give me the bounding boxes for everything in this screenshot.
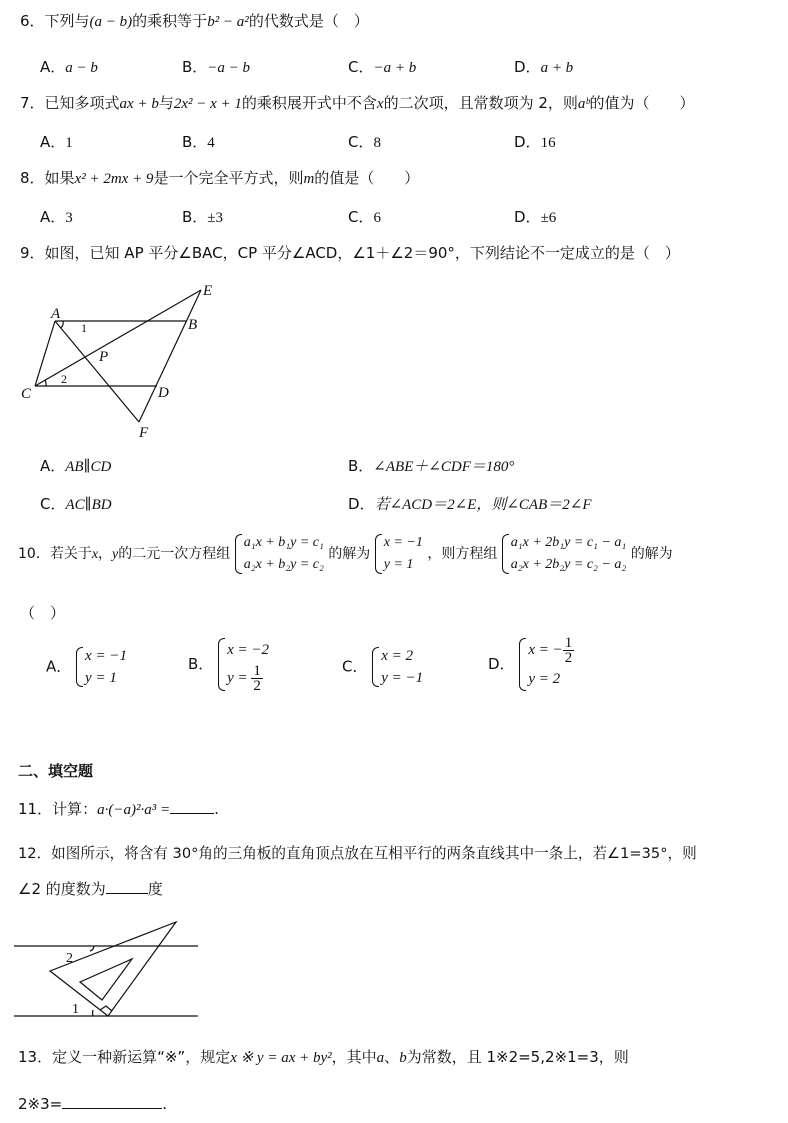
q10-option-c[interactable] [342, 645, 423, 689]
q9-figure [15, 278, 245, 443]
system-line: x = 2 [381, 648, 414, 664]
system-line: x = − [528, 642, 563, 658]
system-line: x = −1 [383, 535, 423, 550]
q8-option-a[interactable] [40, 206, 73, 227]
q10-var-x: x [91, 547, 99, 562]
system-line: y = 1 [383, 557, 414, 572]
section-title: 二、填空题 [18, 762, 94, 780]
q13-stem-text: 为常数，且 1※2=5,2※1=3，则 [406, 1048, 629, 1066]
system-line: y = [227, 670, 252, 686]
angle-2-arc [45, 380, 46, 386]
option-label: D． [514, 208, 541, 226]
q7-option-a[interactable] [40, 131, 73, 152]
label-p: P [99, 349, 109, 365]
option-label: C． [348, 58, 374, 76]
option-text: 4 [207, 135, 215, 151]
option-text: ±6 [540, 210, 557, 226]
fraction-denominator: 2 [253, 678, 261, 695]
option-label: C． [348, 133, 374, 151]
segment-ce [35, 290, 201, 386]
system-line: x = −1 [85, 648, 127, 664]
q9-option-a[interactable] [40, 455, 111, 476]
q11-answer-blank[interactable] [170, 799, 214, 814]
q7-option-b[interactable] [182, 131, 215, 152]
fraction-numerator: 1 [253, 663, 261, 680]
fraction [251, 664, 263, 693]
label-e: E [203, 283, 213, 299]
q7-stem-text: 的二次项，且常数项为 2，则 [383, 94, 578, 112]
option-text: 16 [540, 135, 556, 151]
option-label: A． [40, 208, 66, 226]
q10-system-2 [502, 532, 626, 576]
option-label: A． [40, 58, 66, 76]
option-text: a + b [540, 60, 574, 76]
q7-stem-text: 的值为（ ） [589, 94, 695, 112]
label-angle-2: 2 [66, 951, 73, 966]
q11-stem [18, 798, 219, 819]
option-text: AB∥CD [65, 459, 112, 475]
option-label: B． [182, 58, 208, 76]
q10-stem-text: ，则方程组 [427, 546, 498, 562]
q13-stem-text: 13．定义一种新运算“※”，规定 [18, 1048, 231, 1066]
q10-option-a[interactable] [46, 645, 127, 689]
q12-stem-text: ∠2 的度数为 [18, 880, 106, 898]
q6-option-c[interactable] [348, 56, 416, 77]
option-text: 3 [65, 210, 73, 226]
q7-expr2: 2x² − x + 1 [173, 96, 242, 112]
option-label: D． [488, 655, 515, 674]
q6-expr2: b² − a² [207, 14, 249, 30]
q13-var-b: b [399, 1050, 407, 1066]
option-label: B． [182, 208, 208, 226]
q7-stem [20, 92, 694, 113]
q6-stem-text: 6．下列与 [20, 12, 90, 30]
q12-line-2 [18, 878, 163, 899]
system-line: a₂x + 2b₂y = c₂ − a₂ [510, 557, 627, 572]
q12-answer-blank[interactable] [106, 879, 148, 894]
q7-option-c[interactable] [348, 131, 381, 152]
option-label: A． [40, 457, 66, 475]
fraction-denominator: 2 [564, 650, 573, 667]
segment-ef [139, 290, 201, 422]
q7-stem-text: 7．已知多项式 [20, 94, 120, 112]
q10-stem-text: ， [98, 546, 113, 562]
option-label: A． [46, 657, 72, 676]
label-angle-2: 2 [61, 372, 67, 386]
q8-stem-text: 是一个完全平方式，则 [153, 169, 304, 187]
q10-stem-text: 的解为 [328, 546, 371, 562]
q11-expr: a·(−a)²·a³ = [97, 802, 171, 818]
q7-stem-text: 的乘积展开式中不含 [241, 94, 377, 112]
system-line: y = −1 [381, 670, 424, 686]
label-b: B [188, 317, 198, 333]
q13-line-2 [18, 1094, 167, 1113]
q10-option-d[interactable] [488, 636, 574, 693]
option-system [76, 645, 127, 689]
option-text: −a + b [373, 60, 417, 76]
q9-option-b[interactable] [348, 455, 514, 476]
q12-line-1: 12．如图所示，将含有 30°角的三角板的直角顶点放在互相平行的两条直线其中一条上，若∠1=35°，则 [18, 845, 697, 862]
option-text: ±3 [207, 210, 224, 226]
option-label: C． [40, 495, 66, 513]
option-label: B． [188, 655, 214, 674]
system-line: a₁x + b₁y = c₁ [243, 535, 324, 550]
option-text: 若∠ACD＝2∠E，则∠CAB＝2∠F [374, 497, 592, 513]
option-text: a − b [65, 60, 98, 76]
option-text: 6 [373, 210, 381, 226]
q13-var-a: a [376, 1050, 385, 1066]
q10-stem-text: 的解为 [630, 546, 673, 562]
q7-stem-text: 与 [158, 94, 174, 112]
q11-stem-text: . [214, 800, 219, 818]
q13-stem-text: 2※3= [18, 1095, 63, 1113]
q9-stem: 9．如图，已知 AP 平分∠BAC，CP 平分∠ACD，∠1＋∠2＝90°，下列结论不一定成立的是（ ） [20, 244, 680, 262]
q7-expr: ax + b [119, 96, 159, 112]
q9-option-d[interactable] [348, 493, 592, 514]
q6-option-a[interactable] [40, 56, 98, 77]
q12-figure [10, 912, 210, 1022]
q8-stem-text: 的值是（ ） [314, 169, 420, 187]
label-d: D [158, 385, 169, 401]
q6-stem-text: 的代数式是（ ） [248, 12, 369, 30]
q8-option-b[interactable] [182, 206, 223, 227]
q10-stem-text: 的二元一次方程组 [118, 546, 231, 562]
segment-af [55, 321, 139, 422]
q13-stem-text: 、 [384, 1048, 400, 1066]
q10-var-y: y [112, 547, 119, 562]
system-line: a₂x + b₂y = c₂ [243, 557, 324, 572]
option-label: D． [514, 133, 541, 151]
q6-option-b[interactable] [182, 56, 250, 77]
option-label: C． [342, 657, 368, 676]
option-label: B． [182, 133, 208, 151]
option-label: D． [348, 495, 375, 513]
option-text: ∠ABE＋∠CDF＝180° [373, 459, 515, 475]
q8-option-c[interactable] [348, 206, 381, 227]
q6-option-d[interactable] [514, 56, 573, 77]
q13-answer-blank[interactable] [62, 1094, 162, 1109]
system-line: y = 2 [528, 671, 561, 688]
label-angle-1: 1 [81, 321, 87, 335]
fraction [563, 636, 575, 665]
q7-option-d[interactable] [514, 131, 556, 152]
angle-1-arc [61, 321, 63, 328]
option-text: AC∥BD [65, 497, 112, 513]
option-text: 1 [65, 135, 73, 151]
label-c: C [21, 386, 32, 402]
q12-stem-text: 度 [147, 880, 163, 898]
option-label: B． [348, 457, 374, 475]
option-label: D． [514, 58, 541, 76]
option-label: A． [40, 133, 66, 151]
q9-option-c[interactable] [40, 493, 112, 514]
q10-paren: （ ） [20, 604, 66, 622]
q13-line-1 [18, 1046, 629, 1067]
label-a: A [51, 306, 61, 322]
label-f: F [139, 425, 149, 441]
q8-stem-text: 8．如果 [20, 169, 75, 187]
q6-stem-text: 的乘积等于 [132, 12, 208, 30]
q13-stem-text: . [162, 1095, 168, 1113]
q10-stem [18, 532, 673, 576]
q8-stem [20, 167, 419, 188]
option-label: C． [348, 208, 374, 226]
q13-stem-text: ，其中 [331, 1048, 377, 1066]
label-angle-1: 1 [72, 1002, 79, 1017]
q11-stem-text: 11．计算： [18, 800, 98, 818]
q8-option-d[interactable] [514, 206, 556, 227]
q10-system-1 [235, 532, 324, 576]
q10-option-b[interactable] [188, 636, 269, 693]
q10-stem-text: 10．若关于 [18, 546, 92, 562]
system-line: a₁x + 2b₁y = c₁ − a₁ [510, 535, 627, 550]
system-line: x = −2 [227, 642, 269, 658]
triangle-ruler-outer [50, 922, 176, 1016]
fraction-numerator: 1 [564, 635, 573, 652]
q8-expr: x² + 2mx + 9 [74, 171, 154, 187]
q13-expr: x ※ y = ax + by² [230, 1050, 332, 1066]
angle-2-arc [90, 946, 94, 951]
q10-solution [375, 532, 423, 576]
q7-expr3: aᵇ [577, 96, 590, 112]
right-angle-mark [100, 1006, 112, 1011]
option-system [519, 636, 574, 693]
q6-stem [20, 10, 369, 31]
q8-var-m: m [303, 171, 315, 187]
q6-expr: (a − b) [89, 14, 133, 30]
option-system [218, 636, 269, 693]
system-line: y = 1 [85, 670, 117, 686]
option-text: −a − b [207, 60, 251, 76]
option-text: 8 [373, 135, 381, 151]
q7-var-x: x [376, 96, 384, 112]
option-system [372, 645, 423, 689]
